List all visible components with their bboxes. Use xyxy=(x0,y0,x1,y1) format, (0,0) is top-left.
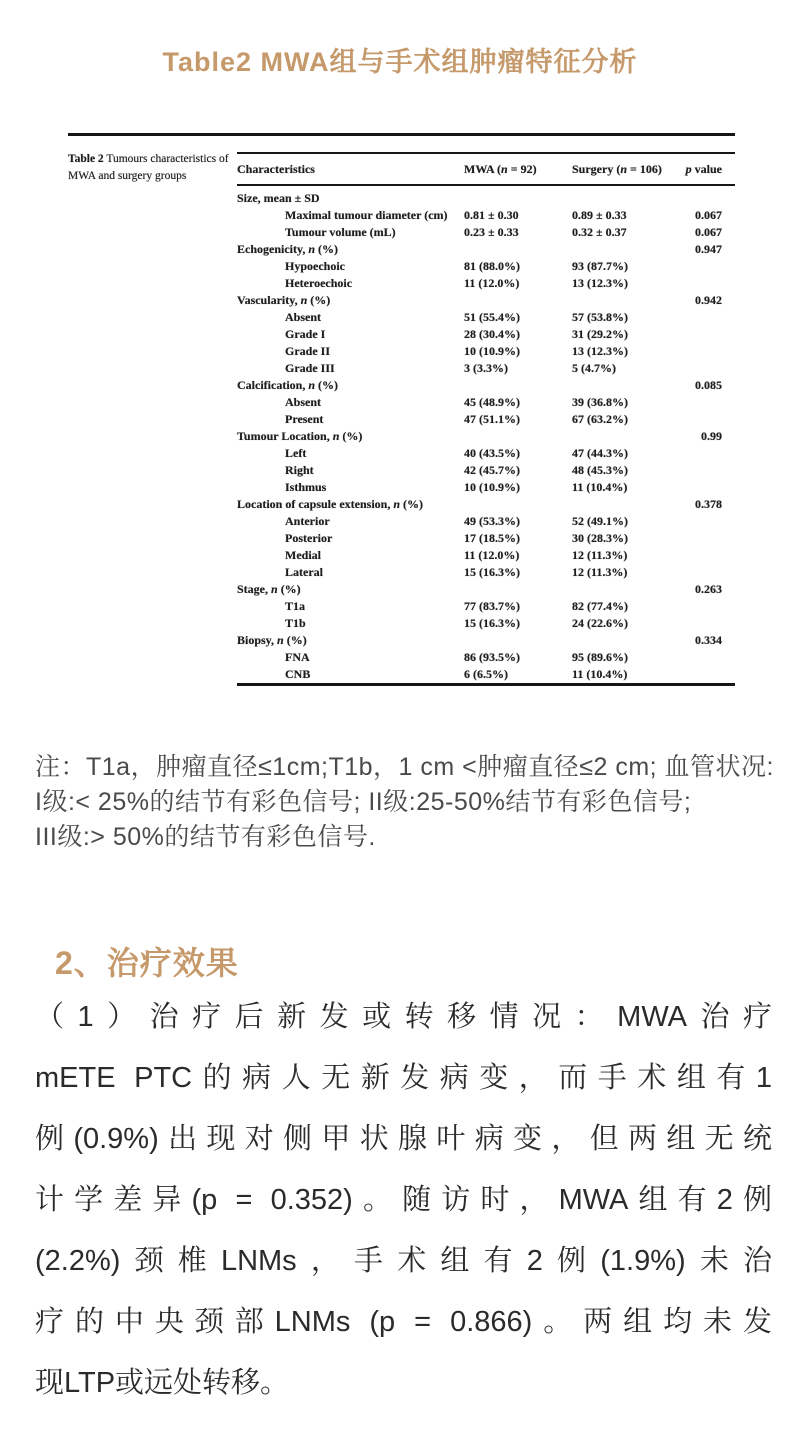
table-row: Medial 11 (12.0%) 12 (11.3%) xyxy=(285,548,628,562)
table-row: Grade III 3 (3.3%) 5 (4.7%) xyxy=(285,361,616,375)
table-header-row xyxy=(237,153,735,185)
table-row: Absent 51 (55.4%) 57 (53.8%) xyxy=(285,310,628,324)
table-row: Maximal tumour diameter (cm) 0.81 ± 0.30 0.89 ± 0.33 0.067 xyxy=(285,208,722,222)
table-row: Heteroechoic 11 (12.0%) 13 (12.3%) xyxy=(285,276,628,290)
table-row: FNA 86 (93.5%) 95 (89.6%) xyxy=(285,650,628,664)
paragraph-line: 现LTP或远处转移。 xyxy=(35,1367,290,1399)
table-row: Right 42 (45.7%) 48 (45.3%) xyxy=(285,463,628,477)
table-row: Posterior 17 (18.5%) 30 (28.3%) xyxy=(285,531,628,545)
table-row: Vascularity, n (%) 0.942 xyxy=(237,293,722,307)
table-body xyxy=(237,185,735,685)
body-paragraph xyxy=(35,987,772,1414)
page-title: Table2 MWA组与手术组肿瘤特征分析 xyxy=(162,47,638,77)
paragraph-line: (2.2%)颈椎LNMs，手术组有2例(1.9%)未治 xyxy=(35,1245,772,1277)
caption-text: Tumours characteristics of MWA and surgery groups xyxy=(68,153,229,183)
table-row: Biopsy, n (%) 0.334 xyxy=(237,633,722,647)
section-heading: 2、治疗效果 xyxy=(55,945,239,981)
paragraph-line: （1）治疗后新发或转移情况：MWA治疗 xyxy=(35,1001,772,1033)
table-row: Calcification, n (%) 0.085 xyxy=(237,378,722,392)
table-row: Hypoechoic 81 (88.0%) 93 (87.7%) xyxy=(285,259,628,273)
table-note xyxy=(35,750,783,855)
table-row: Lateral 15 (16.3%) 12 (11.3%) xyxy=(285,565,628,579)
paragraph-line: 例(0.9%)出现对侧甲状腺叶病变，但两组无统 xyxy=(35,1123,772,1155)
table-row: Tumour volume (mL) 0.23 ± 0.33 0.32 ± 0.37 0.067 xyxy=(285,225,722,239)
caption-label: Table 2 xyxy=(68,153,104,165)
col-pvalue: p value xyxy=(686,153,735,185)
table-caption xyxy=(68,136,237,186)
table-row: Absent 45 (48.9%) 39 (36.8%) xyxy=(285,395,628,409)
table-row: Isthmus 10 (10.9%) 11 (10.4%) xyxy=(285,480,628,494)
table-row: Left 40 (43.5%) 47 (44.3%) xyxy=(285,446,628,460)
table-row: Location of capsule extension, n (%) 0.378 xyxy=(237,497,722,511)
table-row: T1b 15 (16.3%) 24 (22.6%) xyxy=(285,616,628,630)
table-row: Stage, n (%) 0.263 xyxy=(237,582,722,596)
col-mwa: MWA (n = 92) xyxy=(464,153,572,185)
table-row: Present 47 (51.1%) 67 (63.2%) xyxy=(285,412,628,426)
note-line: 注：T1a，肿瘤直径≤1cm;T1b，1 cm <肿瘤直径≤2 cm; 血管状况: xyxy=(35,753,775,781)
table-row: Tumour Location, n (%) 0.99 xyxy=(237,429,722,443)
paragraph-line: 计学差异(p = 0.352)。随访时，MWA组有2例 xyxy=(35,1184,772,1216)
paragraph-line: mETE PTC的病人无新发病变，而手术组有1 xyxy=(35,1062,772,1094)
table2-scan-figure xyxy=(68,133,735,686)
paragraph-line: 疗的中央颈部LNMs (p = 0.866)。两组均未发 xyxy=(35,1306,772,1338)
col-characteristics: Characteristics xyxy=(237,153,464,185)
table-row: Grade I 28 (30.4%) 31 (29.2%) xyxy=(285,327,628,341)
table-row: Echogenicity, n (%) 0.947 xyxy=(237,242,722,256)
table-row: Size, mean ± SD xyxy=(237,191,320,205)
table-row: Anterior 49 (53.3%) 52 (49.1%) xyxy=(285,514,628,528)
table-row: T1a 77 (83.7%) 82 (77.4%) xyxy=(285,599,628,613)
col-surgery: Surgery (n = 106) xyxy=(572,153,686,185)
table-row: Grade II 10 (10.9%) 13 (12.3%) xyxy=(285,344,628,358)
note-line: III级:> 50%的结节有彩色信号. xyxy=(35,823,376,851)
note-line: I级:< 25%的结节有彩色信号; II级:25-50%结节有彩色信号; xyxy=(35,788,692,816)
table-row: CNB 6 (6.5%) 11 (10.4%) xyxy=(285,667,628,681)
tumour-characteristics-table xyxy=(237,152,735,686)
